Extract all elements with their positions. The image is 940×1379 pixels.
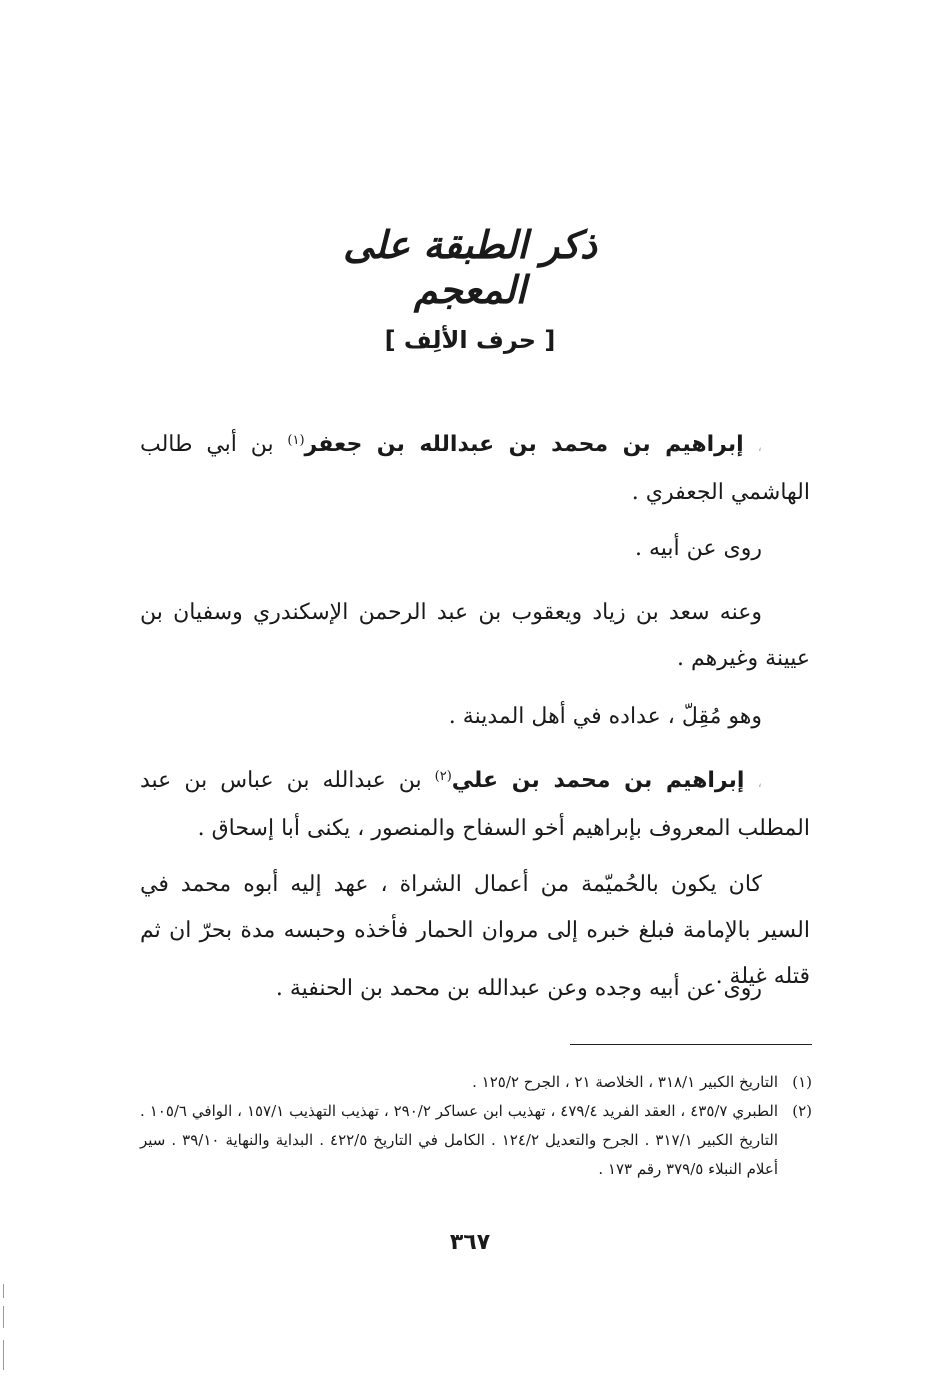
entry-2-heading [140,758,810,852]
entry-marker: ، [757,775,763,791]
paragraph-biography: كان يكون بالحُميّمة من أعمال الشراة ، عهد إليه أبوه محمد في السير بالإمامة فبلغ خبره إلى مروان الحمار فأخذه وحبسه مدة بحرّ ان ثم قتله غيلة . [140,872,810,989]
chapter-title: ذكر الطبقة على المعجم [343,222,597,312]
entry-marker: ، [757,439,762,455]
footnote-text: التاريخ الكبير ٣١٨/١ ، الخلاصة ٢١ ، الجرح ١٢٥/٢ . [472,1073,778,1091]
scan-edge-mark [3,1306,4,1328]
footnote-number: (١) [792,1073,812,1091]
footnote-ref-2[interactable]: (٢) [434,769,452,784]
entry-1-lineage: بن أبي طالب الهاشمي الجعفري . [140,432,810,505]
paragraph-narrated-from-2: روى عن أبيه وجده وعن عبدالله بن محمد بن الحنفية . [275,976,762,1001]
scan-edge-mark [3,1284,4,1298]
paragraph-narrated-from: روى عن أبيه . [635,536,762,561]
entry-2-name: إبراهيم بن محمد بن علي [451,768,745,793]
entry-1-name: إبراهيم بن محمد بن عبدالله بن جعفر [304,432,744,457]
footnote-ref-1[interactable]: (١) [287,433,305,448]
section-title: [ حرف الألِف ] [384,326,556,354]
entry-1-heading [140,422,810,516]
footnote-text: الطبري ٤٣٥/٧ ، العقد الفريد ٤٧٩/٤ ، تهذيب ابن عساكر ٢٩٠/٢ ، تهذيب التهذيب ١٥٧/١ ، الوافي ١٠٥/٦ . التاريخ الكبير ٣١٧/١ . الجرح والتعديل ١٢٤/٢ . الكامل في التاريخ ٤٢٢/٥ . البداية والنهاية ٣٩/١٠ . سير أعلام النبلاء ٣٧٩/٥ رقم ١٧٣ . [140,1102,779,1178]
footnote-2 [140,1097,812,1184]
scan-edge-mark [3,1340,4,1370]
footnote-divider [570,1044,812,1045]
entry-2-lineage: بن عبدالله بن عباس بن عبد المطلب المعروف بإبراهيم أخو السفاح والمنصور ، يكنى أبا إسحاق . [140,768,810,841]
footnote-number: (٢) [792,1102,812,1120]
paragraph-narrators: وعنه سعد بن زياد ويعقوب بن عبد الرحمن الإسكندري وسفيان بن عيينة وغيرهم . [140,600,810,671]
paragraph-status: وهو مُقِلّ ، عداده في أهل المدينة . [448,704,762,729]
page-number: ٣٦٧ [449,1230,491,1255]
footnotes [140,1068,812,1184]
footnote-1 [140,1068,812,1097]
